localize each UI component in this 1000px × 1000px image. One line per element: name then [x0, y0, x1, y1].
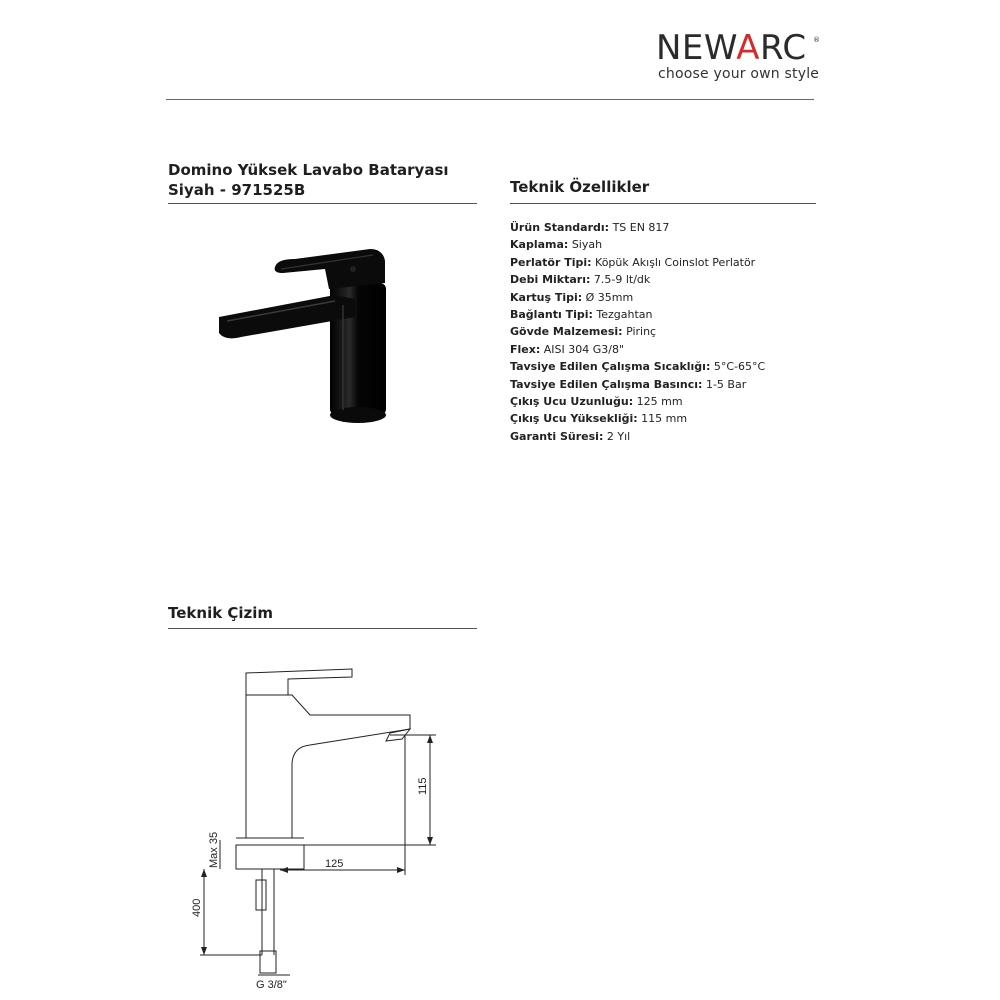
spec-value: Tezgahtan — [596, 308, 653, 322]
drawing-heading: Teknik Çizim — [168, 604, 274, 622]
spec-value: 115 mm — [641, 412, 688, 426]
spec-label: Ürün Standardı: — [510, 221, 610, 234]
specs-heading: Teknik Özellikler — [510, 178, 650, 196]
product-image — [205, 225, 415, 505]
product-variant: Siyah - 971525B — [168, 181, 306, 199]
spec-item — [510, 428, 810, 445]
spec-value: AISI 304 G3/8" — [543, 342, 625, 356]
drawing-lever — [246, 669, 352, 695]
spec-item — [510, 254, 810, 271]
specs-divider — [510, 203, 816, 204]
spec-value: 5°C-65°C — [713, 360, 766, 374]
faucet-lever — [275, 249, 385, 289]
spec-value: TS EN 817 — [612, 221, 670, 234]
spec-value: Ø 35mm — [585, 290, 634, 304]
spec-value: 125 mm — [636, 395, 683, 409]
brand-name-part2: RC — [759, 28, 807, 68]
dim-label-thread: G 3/8" — [256, 979, 287, 991]
spec-value: Pirinç — [626, 325, 657, 339]
spec-label: Çıkış Ucu Yüksekliği: — [510, 412, 638, 426]
drawing-fitting — [256, 880, 266, 910]
spec-item — [510, 289, 810, 306]
dim-label-hose: 400 — [191, 898, 203, 917]
technical-drawing — [180, 655, 460, 995]
spec-item — [510, 236, 810, 253]
spec-value: 1-5 Bar — [705, 377, 747, 391]
drawing-hose — [262, 869, 274, 955]
spec-label: Perlatör Tipi: — [510, 255, 592, 269]
spec-item — [510, 358, 810, 375]
spec-label: Kaplama: — [510, 238, 569, 252]
product-name: Domino Yüksek Lavabo Bataryası — [168, 161, 449, 179]
spec-item — [510, 271, 810, 288]
drawing-divider — [168, 628, 477, 629]
spec-item — [510, 341, 810, 358]
spec-label: Debi Miktarı: — [510, 273, 591, 287]
spec-value: Siyah — [571, 238, 603, 252]
spec-item — [510, 306, 810, 323]
spec-label: Tavsiye Edilen Çalışma Basıncı: — [510, 377, 703, 391]
spec-item — [510, 376, 810, 393]
spec-item — [510, 393, 810, 410]
drawing-counter — [236, 845, 304, 869]
product-title — [168, 160, 449, 200]
spec-item — [510, 323, 810, 340]
spec-item — [510, 219, 810, 236]
product-title-divider — [168, 203, 477, 204]
spec-value: 7.5-9 lt/dk — [593, 273, 651, 287]
specs-list — [510, 219, 810, 445]
spec-label: Çıkış Ucu Uzunluğu: — [510, 395, 634, 409]
lever-indicator — [350, 266, 356, 272]
spec-label: Garanti Süresi: — [510, 429, 604, 443]
spec-label: Flex: — [510, 342, 541, 356]
dim-label-max: Max 35 — [208, 831, 220, 868]
faucet-base — [330, 407, 386, 423]
dim-label-height: 115 — [417, 777, 429, 795]
drawing-body — [246, 695, 410, 838]
spec-label: Bağlantı Tipi: — [510, 308, 593, 322]
brand-wordmark — [656, 28, 807, 68]
brand-tagline: choose your own style — [658, 66, 820, 82]
spec-value: Köpük Akışlı Coinslot Perlatör — [595, 255, 756, 269]
registered-mark: ® — [813, 36, 820, 44]
spec-label: Kartuş Tipi: — [510, 290, 583, 304]
header-divider — [166, 99, 814, 100]
spec-label: Tavsiye Edilen Çalışma Sıcaklığı: — [510, 360, 711, 374]
brand-logo — [656, 28, 821, 88]
spec-label: Gövde Malzemesi: — [510, 325, 623, 339]
dim-label-length: 125 — [325, 858, 344, 870]
brand-name-accent: A — [736, 28, 760, 68]
spec-item — [510, 410, 810, 427]
spec-value: 2 Yıl — [606, 429, 631, 443]
brand-name-part1: NEW — [656, 28, 737, 68]
